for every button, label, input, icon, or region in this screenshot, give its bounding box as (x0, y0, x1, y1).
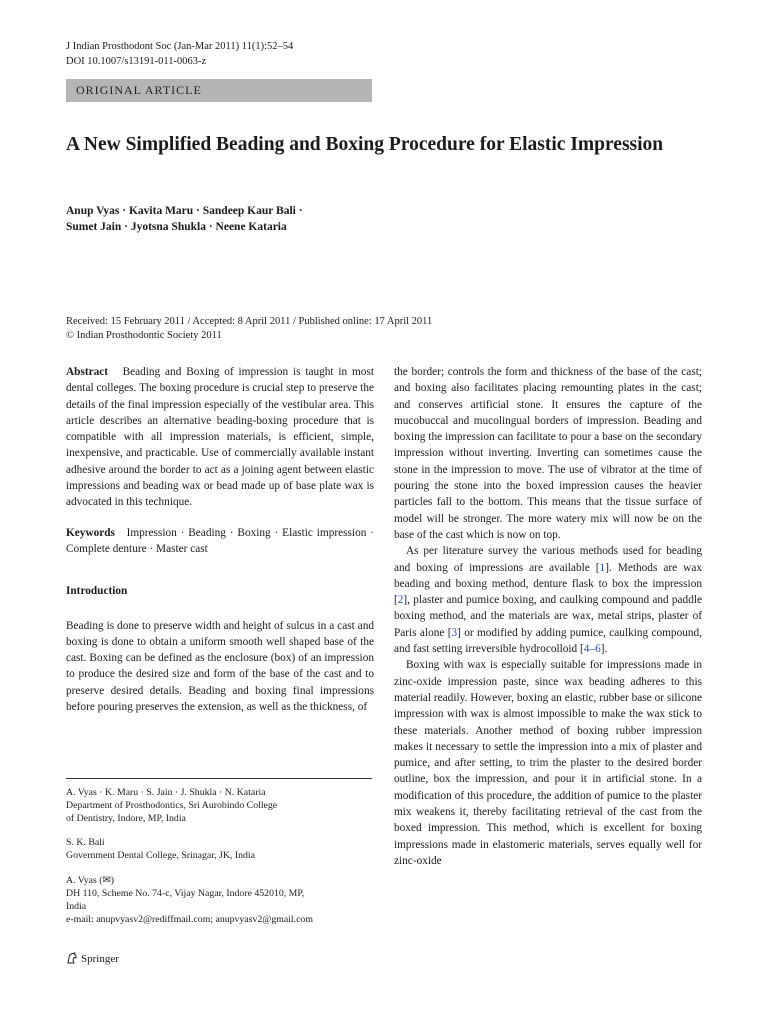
springer-horse-icon (66, 952, 78, 964)
affiliation-1-line-1: Department of Prosthodontics, Sri Aurobindo College (66, 800, 278, 811)
affiliation-2-names: S. K. Bali (66, 837, 105, 848)
article-title: A New Simplified Beading and Boxing Procedure for Elastic Impression (66, 134, 664, 155)
section-banner (66, 79, 372, 102)
author-line-2: Sumet Jain · Jyotsna Shukla · Neene Kataria (66, 221, 287, 233)
affiliation-2 (66, 836, 376, 862)
affiliation-1-line-2: of Dentistry, Indore, MP, India (66, 813, 186, 824)
publisher-name: Springer (81, 953, 119, 965)
citation-link-1[interactable]: 1 (599, 561, 606, 574)
publication-dates (66, 315, 432, 342)
introduction-heading: Introduction (66, 585, 128, 598)
correspondence-email[interactable]: e-mail: anupvyasv2@rediffmail.com; anupvyasv2@gmail.com (66, 914, 313, 925)
introduction-paragraph: Beading is done to preserve width and height of sulcus in a cast and boxing is done to obtain a uniform smooth well shaped base of the cast. Boxing can be defined as the enclosure (box) of an impression to produce the desired size and form of the base of the cast and to preserve desired details. Beading and boxing final impressions before pouring preserves the extension, as well as the thickness, of (66, 619, 374, 714)
affiliation-1-names: A. Vyas · K. Maru · S. Jain · J. Shukla · N. Kataria (66, 787, 266, 798)
received-line: Received: 15 February 2011 / Accepted: 8 April 2011 / Published online: 17 April 2011 (66, 316, 433, 327)
left-column (66, 364, 374, 715)
author-list (66, 203, 686, 235)
publisher-footer (66, 952, 119, 966)
body-paragraph-3: Boxing with wax is especially suitable for impressions made in zinc-oxide impression paste, since wax beading adheres to this material readily. However, boxing an elastic, rubber base or silicone impression with wax is almost impossible to make the wax stick to these materials. Another method of boxing rubber impression makes it necessary to settle the impression into a mix of plaster and pumice, and after setting, to trim the plaster to the desired border outline, box the impression, and pour it in artificial stone. In a modification of this procedure, the addition of pumice to the plaster mix weakens it, thereby facilitating retrieval of the cast from the boxed impression. This method, which is excellent for boxing impressions made in elastomeric materials, serves equally well for zinc-oxide (394, 659, 702, 867)
right-column (394, 364, 702, 869)
doi: DOI 10.1007/s13191-011-0063-z (66, 56, 207, 67)
keywords-text: Impression · Beading · Boxing · Elastic impression · Complete denture · Master cast (66, 526, 374, 555)
keywords-label: Keywords (66, 526, 115, 539)
affiliation-2-line-1: Government Dental College, Srinagar, JK, India (66, 850, 255, 861)
citation-link-2[interactable]: 2 (397, 594, 404, 607)
body-paragraph-1: the border; controls the form and thickness of the base of the cast; and boxing also facilitates placing remounting plates in the cast; and conserves artificial stone. It ensures the capture of the mucobuccal and mucolingual borders of impression. Beading and boxing the impression can facilitate to pour a base on the secondary impression without inverting. Inverting can sometimes cause the stone in the impression to move. The use of vibrator at the time of pouring the stone into the boxed impression causes the heavier particles fall to the bottom. This means that the tissue surface of model will be stronger. The more watery mix will now be on the base of the cast which is now on top. (394, 366, 702, 541)
keywords (66, 525, 374, 558)
footnote-divider (66, 778, 372, 779)
abstract-text: Beading and Boxing of impression is taught in most dental colleges. The boxing procedure is crucial step to preserve the details of the final impression especially of the vestibular area. This article describes an alternative beading-boxing procedure that is compatible with all impression materials, is efficient, simple, inexpensive, and practicable. Use of commercially available instant adhesive around the border to act as a joining agent between elastic impressions and beading wax or bead made up of base plate wax is advocated in this technique. (66, 366, 374, 509)
journal-citation: J Indian Prosthodont Soc (Jan-Mar 2011) 11(1):52–54 (66, 41, 294, 52)
abstract (66, 364, 374, 511)
affiliation-3-names: A. Vyas (✉) (66, 875, 115, 886)
author-line-1: Anup Vyas · Kavita Maru · Sandeep Kaur Bali · (66, 205, 303, 217)
citation-link-3[interactable]: 3 (451, 626, 458, 639)
affiliation-3-line-1: DH 110, Scheme No. 74-c, Vijay Nagar, Indore 452010, MP, (66, 888, 305, 899)
section-label: ORIGINAL ARTICLE (76, 83, 202, 97)
body-paragraph-2: As per literature survey the various methods used for beading and boxing of impressions are available [1]. Methods are wax beading and boxing method, denture flask to box the impression [2], plaster and pumice boxing, and caulking compound and paddle boxing method, and the materials are wax, metal strips, plaster of Paris alone [3] or modified by adding pumice, caulking compound, and fast setting irreversible hydrocolloid [4–6]. (394, 545, 703, 656)
citation-link-4-6[interactable]: 4–6 (583, 643, 601, 656)
abstract-label: Abstract (66, 366, 109, 378)
affiliation-3 (66, 874, 376, 926)
copyright-line: © Indian Prosthodontic Society 2011 (66, 329, 222, 341)
affiliation-3-line-2: India (66, 901, 87, 912)
affiliation-1 (66, 786, 376, 825)
